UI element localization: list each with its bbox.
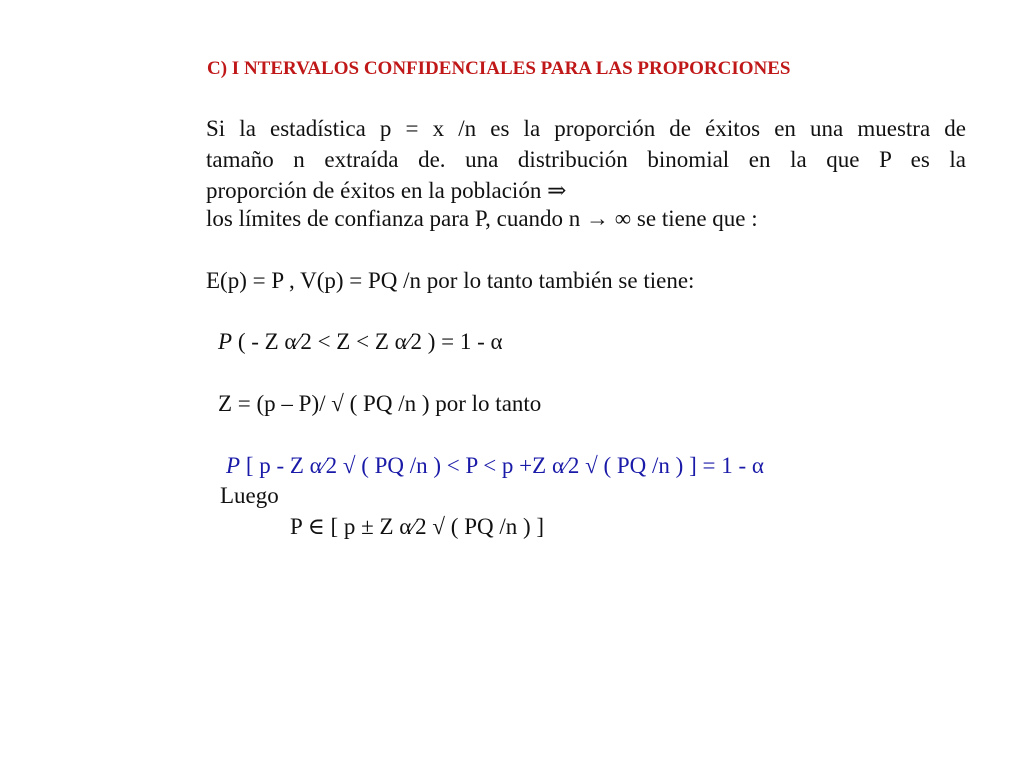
paragraph-line-3: proporción de éxitos en la población ⇒ <box>206 178 567 203</box>
section-heading: C) I NTERVALOS CONFIDENCIALES PARA LAS PROPORCIONES <box>207 58 791 79</box>
probability-expression: ( - Z α⁄2 < Z < Z α⁄2 ) = 1 - α <box>232 329 503 354</box>
confidence-interval-statement <box>226 453 764 479</box>
interval-probability-symbol: P <box>226 453 241 478</box>
expectation-variance-line: E(p) = P , V(p) = PQ /n por lo tanto también se tiene: <box>206 268 695 293</box>
probability-statement <box>218 329 503 355</box>
luego-label: Luego <box>220 483 279 508</box>
final-interval-line: P ∈ [ p ± Z α⁄2 √ ( PQ /n ) ] <box>290 514 545 539</box>
z-statistic-line: Z = (p – P)/ √ ( PQ /n ) por lo tanto <box>218 391 542 416</box>
intro-paragraph <box>206 113 966 206</box>
interval-expression: [ p - Z α⁄2 √ ( PQ /n ) < P < p +Z α⁄2 √ ( PQ /n ) ] = 1 - α <box>240 453 764 478</box>
paragraph-line-2: tamaño n extraída de. una distribución binomial en la que P es la <box>206 147 966 172</box>
confidence-limits-line: los límites de confianza para P, cuando n → ∞ se tiene que : <box>206 206 758 231</box>
paragraph-line-1: Si la estadística p = x /n es la proporción de éxitos en una muestra de <box>206 116 966 141</box>
probability-symbol: P <box>218 329 233 354</box>
